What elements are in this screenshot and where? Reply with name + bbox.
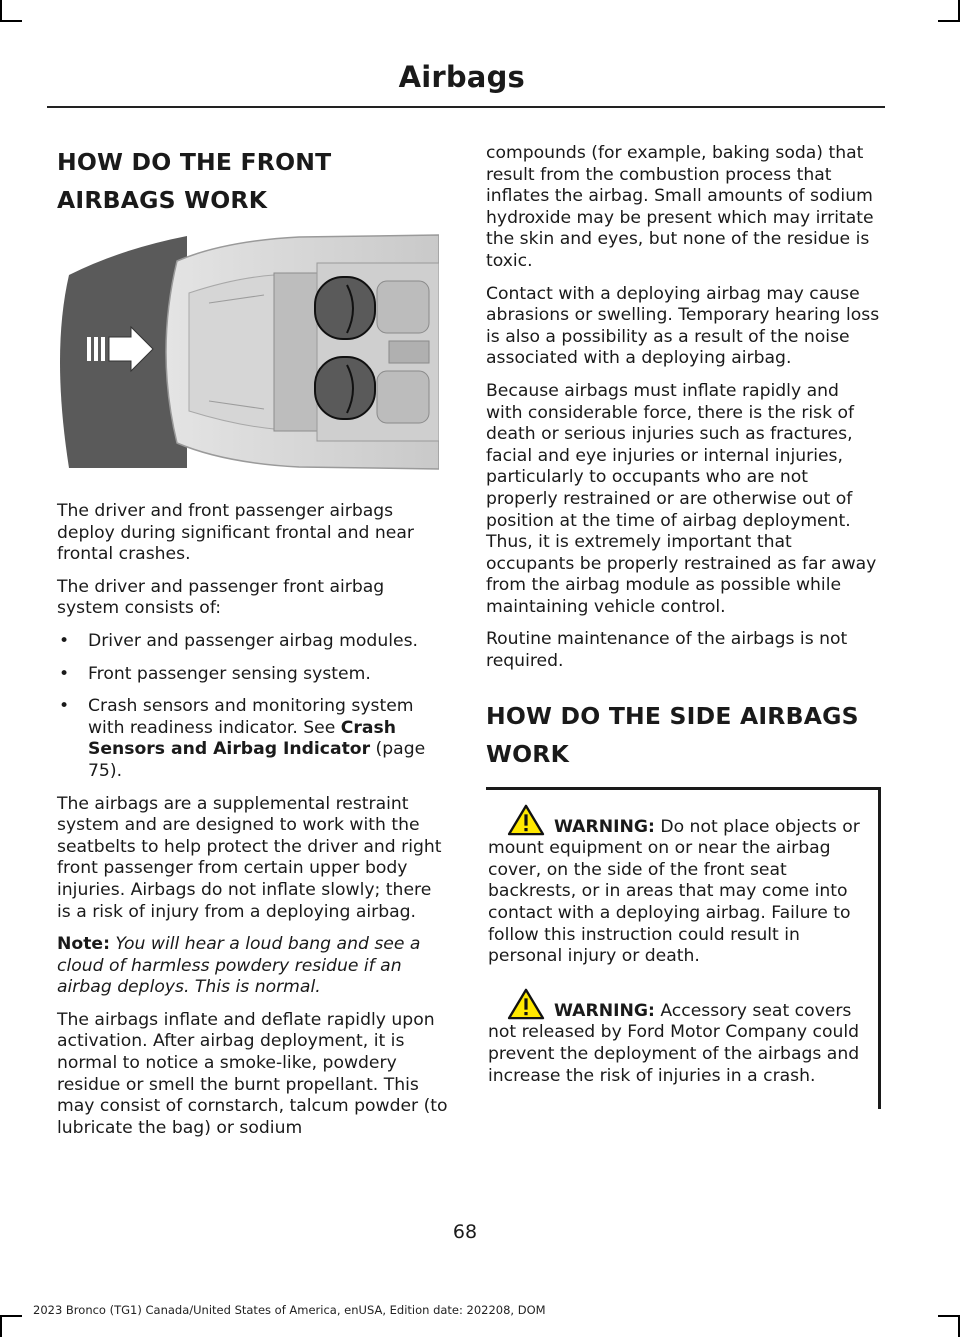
crop-mark — [0, 1315, 2, 1337]
header-divider — [47, 106, 885, 108]
paragraph: The driver and front passenger airbags deploy during significant frontal and near frontal crashes. — [57, 501, 414, 565]
paragraph: The driver and passenger front airbag system consists of: — [57, 576, 385, 619]
warning-text: Accessory seat covers not released by Ford Motor Company could prevent the deployment of the airbags and increase the risk of injuries in a crash. — [488, 1000, 860, 1086]
warning-item — [488, 804, 870, 968]
list-item — [57, 664, 449, 686]
list-item — [57, 631, 449, 653]
warning-text: Do not place objects or mount equipment on or near the airbag cover, on the side of the front seat backrests, or in areas that may come into contact with a deploying airbag. Failure to follow this instruction could result in personal injury or death. — [488, 816, 860, 967]
list-item — [57, 696, 449, 782]
crop-mark — [938, 1315, 960, 1317]
paragraph: Contact with a deploying airbag may cause abrasions or swelling. Temporary hearing loss is also a possibility as a result of the noise associated with a deploying airbag. — [486, 283, 880, 369]
bullet: • — [59, 630, 70, 651]
bullet: • — [59, 663, 70, 684]
paragraph: The airbags are a supplemental restraint system and are designed to work with the seatbelts to help protect the driver and right front passenger from certain upper body injuries. Airbags do not inflate slowly; there is a risk of injury from a deploying airbag. — [57, 793, 442, 922]
component-list — [57, 631, 449, 783]
warning-box — [486, 787, 881, 1110]
warning-triangle-icon — [506, 988, 546, 1020]
warning-item — [488, 988, 870, 1087]
section-heading-front-airbags: HOW DO THE FRONT AIRBAGS WORK — [57, 148, 332, 214]
list-item-text: Front passenger sensing system. — [88, 663, 371, 684]
note-label: Note: — [57, 934, 110, 955]
list-item-text: Driver and passenger airbag modules. — [88, 630, 419, 651]
paragraph: compounds (for example, baking soda) that result from the combustion process that inflates the airbag. Small amounts of sodium hydroxide may be present which may irritate the skin and eyes, but none of the residue is toxic. — [486, 143, 874, 271]
list-item-text: Crash sensors and monitoring system with readiness indicator. See — [88, 696, 414, 738]
paragraph: Because airbags must inflate rapidly and with considerable force, there is the risk of death or serious injuries such as fractures, facial and eye injuries or internal injuries, particularly to occupants who are not properly restrained or are otherwise out of position at the time of airbag deployment. Thus, it is extremely important that occupants be properly restrained as far away from the airbag module as possible while maintaining vehicle control. — [486, 380, 877, 617]
left-column — [57, 143, 449, 1150]
crop-mark — [0, 1315, 22, 1317]
cross-reference-page: (page 75). — [88, 739, 426, 781]
warning-label: WARNING: — [554, 816, 655, 837]
paragraph: The airbags inflate and deflate rapidly upon activation. After airbag deployment, it is normal to notice a smoke-like, powdery residue or smell the burnt propellant. This may consist of cornstarch, talcum powder (to lubricate the bag) or sodium — [57, 1009, 448, 1138]
page-title: Airbags — [398, 60, 525, 94]
paragraph: Routine maintenance of the airbags is not required. — [486, 629, 848, 672]
crop-mark — [938, 20, 960, 22]
warning-label: WARNING: — [554, 1000, 655, 1021]
section-heading-side-airbags: HOW DO THE SIDE AIRBAGS WORK — [486, 701, 859, 768]
cross-reference-link[interactable]: Crash Sensors and Airbag Indicator — [88, 717, 396, 760]
bullet: • — [59, 696, 70, 717]
crop-mark — [0, 0, 2, 22]
passenger-airbag — [315, 357, 375, 419]
crop-mark — [0, 20, 22, 22]
right-column — [486, 143, 880, 1109]
driver-airbag — [315, 277, 375, 339]
front-airbag-illustration — [59, 233, 439, 471]
warning-triangle-icon — [506, 804, 546, 836]
note-text: You will hear a loud bang and see a cloud of harmless powdery residue if an airbag deploys. This is normal. — [57, 934, 421, 998]
edition-footer: 2023 Bronco (TG1) Canada/United States of America, enUSA, Edition date: 202208, DOM — [33, 1303, 546, 1317]
note — [57, 934, 449, 999]
page-number: 68 — [452, 1221, 478, 1243]
